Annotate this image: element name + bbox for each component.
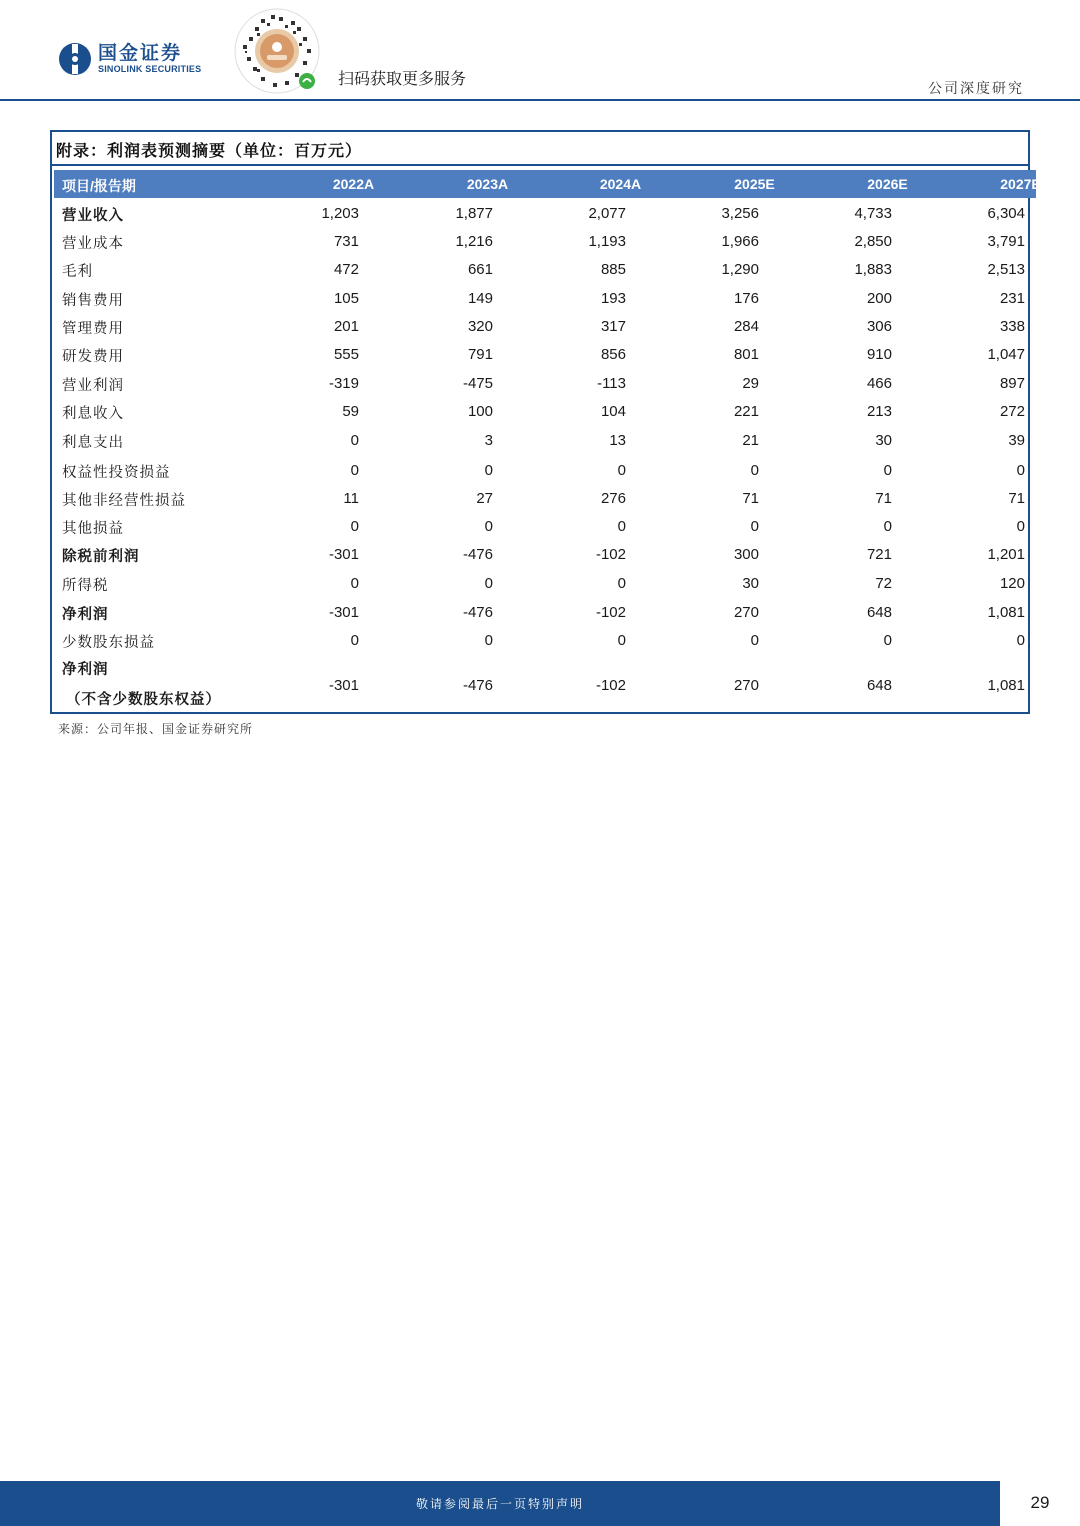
row-label: 少数股东损益 (62, 635, 155, 651)
row-value: 276 (600, 490, 626, 507)
row-label: 营业成本 (62, 236, 124, 252)
row-value: 338 (999, 318, 1025, 335)
row-value: 30 (742, 575, 759, 592)
table-row (52, 541, 1028, 569)
row-label: 利息收入 (62, 406, 124, 422)
row-value: 0 (350, 462, 359, 479)
row-value: 1,193 (588, 233, 626, 250)
row-value: 201 (333, 318, 359, 335)
row-value: 1,203 (321, 205, 359, 222)
row-value: 104 (600, 403, 626, 420)
row-value: 0 (883, 632, 892, 649)
mini-program-qr-icon[interactable] (233, 7, 321, 95)
disclaimer-notice[interactable]: 敬请参阅最后一页特别声明 (415, 1497, 584, 1511)
header-year: 2026E (867, 176, 908, 192)
row-value: 721 (866, 546, 892, 563)
row-value: 0 (617, 575, 626, 592)
row-value: 4,733 (854, 205, 892, 222)
row-value: 801 (733, 346, 759, 363)
row-value: -476 (462, 677, 493, 694)
row-value: 13 (609, 432, 626, 449)
row-value: -301 (328, 604, 359, 621)
table-row (52, 627, 1028, 655)
header-year: 2023A (466, 176, 509, 192)
row-value: 731 (333, 233, 359, 250)
source-note: 来源：公司年报、国金证券研究所 (58, 722, 254, 736)
row-value: 0 (883, 462, 892, 479)
row-value: 3 (484, 432, 493, 449)
row-value: 1,883 (854, 261, 892, 278)
table-row (52, 313, 1028, 341)
row-value: -475 (462, 375, 493, 392)
table-row (52, 457, 1028, 485)
row-value: 6,304 (987, 205, 1025, 222)
table-row (52, 228, 1028, 256)
header-year: 2027E (1000, 176, 1041, 192)
row-value: 72 (875, 575, 892, 592)
row-value: 0 (1016, 518, 1025, 535)
row-value: 231 (999, 290, 1025, 307)
row-value: 555 (333, 346, 359, 363)
row-value: 71 (875, 490, 892, 507)
row-label: 营业收入 (62, 207, 124, 224)
page-header (0, 0, 1080, 102)
row-value: 0 (750, 632, 759, 649)
row-value: -113 (597, 375, 626, 392)
table-row (52, 200, 1028, 228)
row-value: 11 (343, 490, 359, 507)
row-value: 30 (875, 432, 892, 449)
row-value: 661 (467, 261, 493, 278)
row-value: -102 (595, 546, 626, 563)
row-value: 0 (1016, 632, 1025, 649)
row-value: 885 (600, 261, 626, 278)
table-row (52, 570, 1028, 598)
row-value: 1,081 (987, 604, 1025, 621)
row-value: 910 (866, 346, 892, 363)
table-title-bar (52, 132, 1028, 166)
row-value: 21 (742, 432, 759, 449)
row-value: 272 (999, 403, 1025, 420)
row-value: 176 (733, 290, 759, 307)
row-value: 221 (733, 403, 759, 420)
row-value: 648 (866, 677, 892, 694)
row-value: 3,791 (987, 233, 1025, 250)
table-header-row (54, 170, 1041, 198)
row-value: -301 (328, 546, 359, 563)
row-value: 320 (467, 318, 493, 335)
row-value: 300 (733, 546, 759, 563)
row-value: 0 (750, 462, 759, 479)
sinolink-logo-icon (58, 42, 92, 76)
footer-bar (0, 1481, 1000, 1526)
row-value: 306 (866, 318, 892, 335)
row-value: -102 (595, 604, 626, 621)
row-label-note: （不含少数股东权益） (66, 691, 221, 708)
row-value: 284 (733, 318, 759, 335)
row-label: 利息支出 (62, 435, 124, 451)
row-value: 791 (467, 346, 493, 363)
row-value: 3,256 (721, 205, 759, 222)
row-value: 100 (467, 403, 493, 420)
row-value: 466 (866, 375, 892, 392)
row-label: 研发费用 (62, 349, 124, 365)
row-value: 270 (733, 604, 759, 621)
document-type: 公司深度研究 (928, 81, 1024, 97)
row-label: 其他非经营性损益 (62, 493, 186, 509)
row-value: 0 (1016, 462, 1025, 479)
row-value: 0 (350, 632, 359, 649)
row-value: 59 (342, 403, 359, 420)
row-value: 71 (1008, 490, 1025, 507)
row-value: 27 (476, 490, 493, 507)
row-value: 897 (999, 375, 1025, 392)
row-value: 0 (484, 575, 493, 592)
table-title: 附录：利润表预测摘要（单位：百万元） (56, 141, 363, 160)
row-value: 29 (742, 375, 759, 392)
row-value: 213 (866, 403, 892, 420)
table-row (52, 427, 1028, 455)
row-value: 1,081 (987, 677, 1025, 694)
row-label: 毛利 (62, 264, 93, 280)
table-row (52, 513, 1028, 541)
row-value: -102 (595, 677, 626, 694)
table-row (52, 398, 1028, 426)
row-value: 105 (333, 290, 359, 307)
row-value: 0 (750, 518, 759, 535)
row-value: 1,216 (455, 233, 493, 250)
row-value: 2,513 (987, 261, 1025, 278)
row-label: 除税前利润 (62, 548, 140, 565)
row-value: 200 (866, 290, 892, 307)
row-value: 0 (617, 518, 626, 535)
qr-caption: 扫码获取更多服务 (338, 69, 467, 88)
header-year: 2025E (734, 176, 775, 192)
row-value: 1,290 (721, 261, 759, 278)
row-value: 0 (484, 632, 493, 649)
row-label: 所得税 (62, 578, 109, 594)
row-label: 权益性投资损益 (62, 465, 171, 481)
row-value: 856 (600, 346, 626, 363)
row-value: 0 (617, 462, 626, 479)
row-value: 0 (484, 462, 493, 479)
row-value: 0 (350, 518, 359, 535)
table-row (52, 599, 1028, 627)
table-row (52, 652, 1028, 712)
row-label: 营业利润 (62, 378, 124, 394)
row-value: 472 (333, 261, 359, 278)
header-year: 2022A (332, 176, 375, 192)
table-row (52, 485, 1028, 513)
row-value: 71 (742, 490, 759, 507)
income-statement-table (50, 130, 1041, 714)
row-value: 317 (600, 318, 626, 335)
row-value: 1,877 (455, 205, 493, 222)
row-value: 2,077 (588, 205, 626, 222)
row-value: 39 (1008, 432, 1025, 449)
row-value: 0 (350, 432, 359, 449)
company-logo (58, 42, 201, 76)
page-number: 29 (1030, 1493, 1050, 1512)
row-value: 0 (883, 518, 892, 535)
row-value: 0 (617, 632, 626, 649)
row-label: 销售费用 (62, 293, 124, 309)
row-value: 1,047 (987, 346, 1025, 363)
row-value: 1,201 (987, 546, 1025, 563)
row-value: 648 (866, 604, 892, 621)
row-label: 其他损益 (62, 521, 124, 537)
row-value: 270 (733, 677, 759, 694)
row-value: 193 (600, 290, 626, 307)
row-value: -476 (462, 546, 493, 563)
row-value: -319 (328, 375, 359, 392)
row-value: -301 (328, 677, 359, 694)
row-value: 120 (999, 575, 1025, 592)
brand-name-en: SINOLINK SECURITIES (98, 64, 202, 74)
brand-name-cn: 国金证券 (98, 42, 183, 64)
table-row (52, 256, 1028, 284)
row-value: 2,850 (854, 233, 892, 250)
row-value: 0 (484, 518, 493, 535)
header-label: 项目/报告期 (62, 178, 136, 194)
row-value: 149 (467, 290, 493, 307)
row-value: 1,966 (721, 233, 759, 250)
row-label: 管理费用 (62, 321, 124, 337)
table-row (52, 285, 1028, 313)
page-footer (0, 1481, 1080, 1526)
row-value: -476 (462, 604, 493, 621)
row-value: 0 (350, 575, 359, 592)
table-row (52, 370, 1028, 398)
header-divider (0, 99, 1080, 101)
table-row (52, 341, 1028, 369)
header-year: 2024A (599, 176, 642, 192)
row-label: 净利润 (62, 661, 109, 678)
row-label: 净利润 (62, 606, 109, 623)
